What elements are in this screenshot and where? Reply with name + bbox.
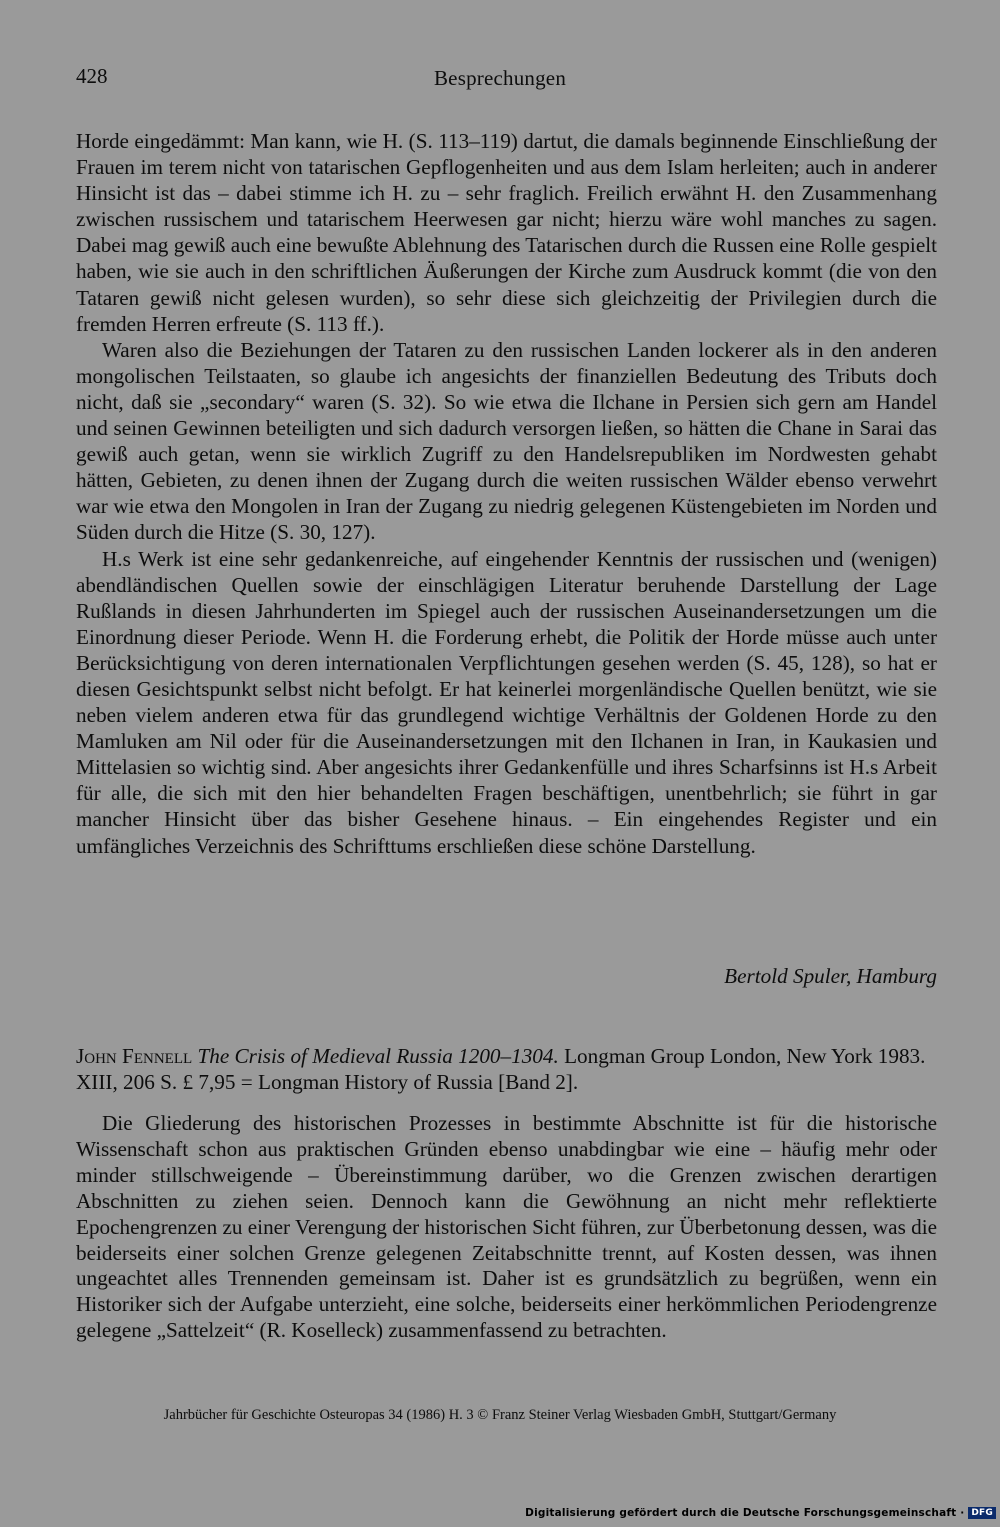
citation-details: Longman Group London, New York 1983. XIII, 206 S. £ 7,95 = Longman History of Russia [Band 2]. [76,1044,926,1094]
digitization-text: Digitalisierung gefördert durch die Deutsche Forschungsgemeinschaft · [525,1507,965,1519]
citation-title: The Crisis of Medieval Russia 1200–1304. [197,1044,559,1068]
paragraph: Die Gliederung des historischen Prozesses in bestimmte Abschnitte ist für die historische Wissenschaft schon aus praktischen Gründen ebenso unabdingbar wie eine – häufig mehr oder minder stillschweigende – Übereinstimmung darüber, wo die Grenzen zwischen derartigen Abschnitten zu ziehen seien. Dennoch kann die Gewöhnung an nicht mehr reflektierte Epochengrenzen zu einer Verengung der historischen Sicht führen, zur Überbetonung dessen, was die beiderseits einer solchen Grenze gelegenen Zeitabschnitte trennt, auf Kosten dessen, was ihnen ungeachtet alles Trennenden gemeinsam ist. Daher ist es grundsätzlich zu begrüßen, wenn ein Historiker sich der Aufgabe unterzieht, eine solche, beiderseits einer herkömmlichen Periodengrenze gelegene „Sattelzeit“ (R. Koselleck) zusammenfassend zu betrachten. [76,1111,937,1343]
paragraph: H.s Werk ist eine sehr gedankenreiche, auf eingehender Kenntnis der russischen und (wenigen) abendländischen Quellen sowie der einschlägigen Literatur beruhende Darstellung der Lage Rußlands in diesen Jahrhunderten im Spiegel auch der russischen Auseinandersetzungen um die Einordnung dieser Periode. Wenn H. die Forderung erhebt, die Politik der Horde müsse auch unter Berücksichtigung von deren internationalen Verpflichtungen gesehen werden (S. 45, 128), so hat er diesen Gesichtspunkt selbst nicht befolgt. Er hat keinerlei morgenländische Quellen benützt, wie sie neben vielem anderen etwa für das grundlegend wichtige Verhältnis der Goldenen Horde zu den Mamluken am Nil oder für die Auseinandersetzungen mit den Ilchanen in Iran, in Kaukasien und Mittelasien so wichtig sind. Aber angesichts ihrer Gedankenfülle und ihres Scharfsinns ist H.s Arbeit für alle, die sich mit den hier behandelten Fragen beschäftigen, unentbehrlich; sie führt in gar mancher Hinsicht über das bisher Gesehene hinaus. – Ein eingehendes Register und ein umfängliches Verzeichnis des Schrifttums erschließen diese schöne Darstellung. [76,546,937,858]
paragraph: Waren also die Beziehungen der Tataren zu den russischen Landen lockerer als in den anderen mongolischen Teilstaaten, so glaube ich angesichts der finanziellen Bedeutung des Tributs doch nicht, daß sie „secondary“ waren (S. 32). So wie etwa die Ilchane in Persien sich gern am Handel und seinen Gewinnen beteiligten und sich dadurch versorgen ließen, so hätten die Chane in Sarai das gewiß auch getan, wenn sie wirklich Zugriff zu den Handelsrepubliken im Nordwesten gehabt hätten, Gebieten, zu denen ihnen der Zugang durch die weiten russischen Wälder ebenso verwehrt war wie etwa den Mongolen in Iran der Zugang zu niedrig gelegenen Küstengebieten im Norden und Süden durch die Hitze (S. 30, 127). [76,337,937,545]
page-number: 428 [76,64,108,88]
dfg-logo: DFG [968,1507,996,1519]
running-head: Besprechungen [433,66,567,90]
digitization-notice [525,1507,996,1519]
review-body-2 [76,1111,937,1344]
journal-footer: Jahrbücher für Geschichte Osteuropas 34 (1986) H. 3 © Franz Steiner Verlag Wiesbaden GmbH, Stuttgart/Germany [163,1407,837,1423]
reviewer-signature: Bertold Spuler, Hamburg [724,964,937,988]
review-body [76,128,937,859]
book-citation [76,1043,937,1095]
citation-author: John Fennell [76,1044,193,1068]
paragraph: Horde eingedämmt: Man kann, wie H. (S. 113–119) dartut, die damals beginnende Einschließung der Frauen im terem nicht von tatarischen Gepflogenheiten und aus dem Islam herleiten; auch in anderer Hinsicht ist das – dabei stimme ich H. zu – sehr fraglich. Freilich erwähnt H. den Zusammenhang zwischen russischem und tatarischem Heerwesen gar nicht; hierzu wäre wohl manches zu sagen. Dabei mag gewiß auch eine bewußte Ablehnung des Tatarischen durch die Russen eine Rolle gespielt haben, wie sie auch in den schriftlichen Äußerungen der Kirche zum Ausdruck kommt (die von den Tataren gewiß nicht gelesen wurden), so sehr diese sich gleichzeitig der Privilegien durch die fremden Herren erfreute (S. 113 ff.). [76,129,937,336]
